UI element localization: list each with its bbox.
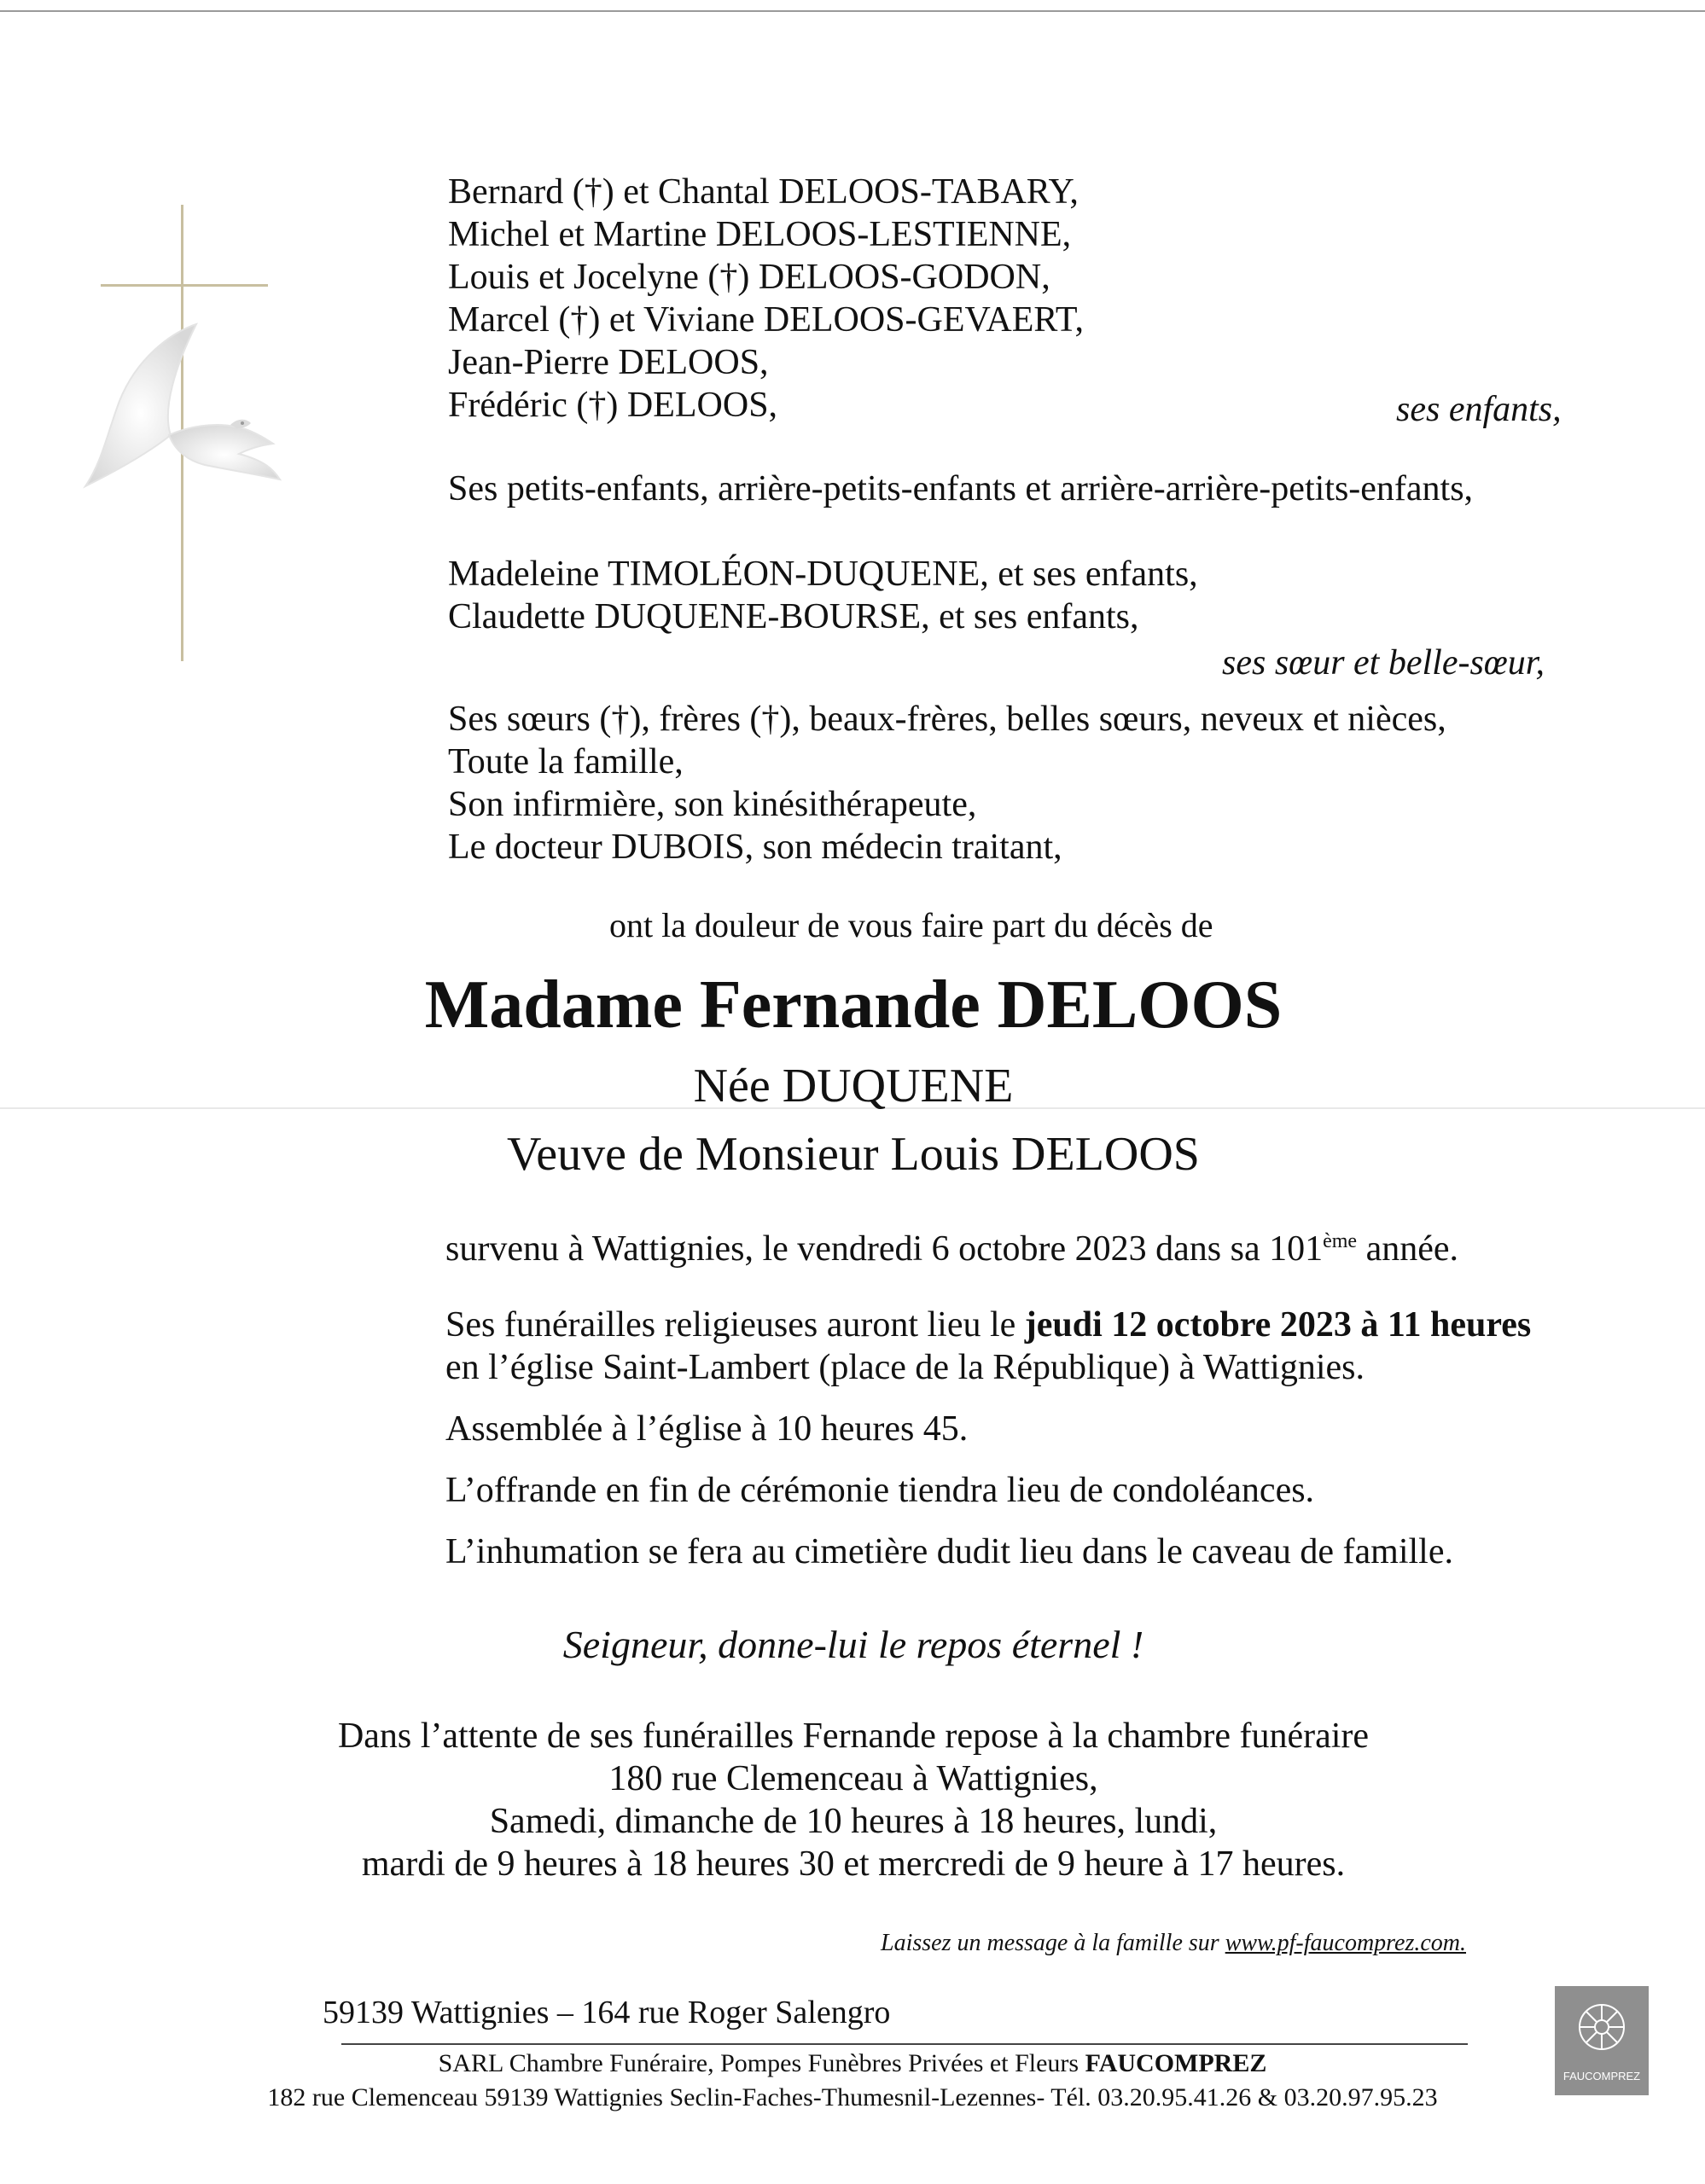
- address-line: 59139 Wattignies – 164 rue Roger Salengro: [323, 1995, 891, 2030]
- death-text: survenu à Wattignies, le vendredi 6 octobre 2023 dans sa 101: [445, 1229, 1324, 1269]
- funeral-at: à: [1351, 1305, 1388, 1345]
- footer-line-2: 182 rue Clemenceau 59139 Wattignies Seclin-Faches-Thumesnil-Lezennes- Tél. 03.20.95.41.26 & 03.20.97.95.23: [267, 2083, 1438, 2111]
- relatives-line-2: Toute la famille,: [448, 742, 684, 781]
- footer-company: SARL Chambre Funéraire, Pompes Funèbres Privées et Fleurs: [438, 2049, 1085, 2077]
- company-logo: [1555, 1986, 1649, 2095]
- logo-caption: FAUCOMPREZ: [1562, 2070, 1641, 2082]
- funeral-prefix: Ses funérailles religieuses auront lieu le: [445, 1305, 1025, 1345]
- child-line-4: Marcel (†) et Viviane DELOOS-GEVAERT,: [448, 300, 1084, 340]
- widow-line: Veuve de Monsieur Louis DELOOS: [507, 1128, 1200, 1181]
- maiden-name: Née DUQUENE: [693, 1060, 1014, 1112]
- death-line: [445, 1220, 1458, 1270]
- sister-line-1: Madeleine TIMOLÉON-DUQUENE, et ses enfants,: [448, 555, 1198, 594]
- funeral-time: 11 heures: [1387, 1305, 1532, 1345]
- funeral-date: jeudi 12 octobre 2023: [1024, 1305, 1352, 1345]
- scan-top-edge: [0, 10, 1705, 12]
- burial-line: L’inhumation se fera au cimetière dudit lieu dans le caveau de famille.: [445, 1532, 1453, 1571]
- relatives-line-1: Ses sœurs (†), frères (†), beaux-frères, belles sœurs, neveux et nièces,: [448, 700, 1446, 739]
- visitation-line-2: 180 rue Clemenceau à Wattignies,: [608, 1759, 1098, 1798]
- message-line: [881, 1928, 1466, 1959]
- flower-emblem-icon: [1576, 2001, 1627, 2053]
- visitation-line-1: Dans l’attente de ses funérailles Fernande repose à la chambre funéraire: [337, 1716, 1370, 1756]
- footer-rule: [341, 2043, 1468, 2045]
- children-label: ses enfants,: [1396, 390, 1562, 429]
- cross-horizontal-bar: [101, 284, 268, 287]
- funeral-line: [445, 1304, 1531, 1346]
- relatives-line-3: Son infirmière, son kinésithérapeute,: [448, 785, 977, 824]
- footer-line-1: [0, 2048, 1705, 2080]
- announcement-line: ont la douleur de vous faire part du décès de: [609, 906, 1213, 944]
- website-link[interactable]: www.pf-faucomprez.com.: [1225, 1930, 1466, 1956]
- assembly-line: Assemblée à l’église à 10 heures 45.: [445, 1409, 969, 1449]
- offering-line: L’offrande en fin de cérémonie tiendra lieu de condoléances.: [445, 1471, 1315, 1510]
- child-line-5: Jean-Pierre DELOOS,: [448, 343, 769, 382]
- sister-line-2: Claudette DUQUENE-BOURSE, et ses enfants,: [448, 597, 1139, 636]
- message-text: Laissez un message à la famille sur: [881, 1930, 1225, 1956]
- child-line-6: Frédéric (†) DELOOS,: [448, 386, 778, 425]
- ordinal-suffix: ème: [1323, 1230, 1358, 1252]
- church-line: en l’église Saint-Lambert (place de la République) à Wattignies.: [445, 1348, 1365, 1387]
- child-line-2: Michel et Martine DELOOS-LESTIENNE,: [448, 215, 1072, 254]
- child-line-3: Louis et Jocelyne (†) DELOOS-GODON,: [448, 258, 1050, 297]
- grandchildren-line: Ses petits-enfants, arrière-petits-enfants et arrière-arrière-petits-enfants,: [448, 469, 1474, 508]
- visitation-line-3: Samedi, dimanche de 10 heures à 18 heures, lundi,: [489, 1802, 1218, 1841]
- visitation-line-4: mardi de 9 heures à 18 heures 30 et mercredi de 9 heure à 17 heures.: [361, 1844, 1346, 1884]
- child-line-1: Bernard (†) et Chantal DELOOS-TABARY,: [448, 172, 1079, 212]
- relatives-line-4: Le docteur DUBOIS, son médecin traitant,: [448, 828, 1062, 867]
- sisters-label: ses sœur et belle-sœur,: [1222, 643, 1545, 682]
- footer-brand: FAUCOMPREZ: [1085, 2049, 1267, 2077]
- dove-icon: [68, 299, 290, 512]
- deceased-name: Madame Fernande DELOOS: [424, 967, 1283, 1043]
- death-text-end: année.: [1357, 1229, 1459, 1269]
- prayer-line: Seigneur, donne-lui le repos éternel !: [562, 1623, 1144, 1666]
